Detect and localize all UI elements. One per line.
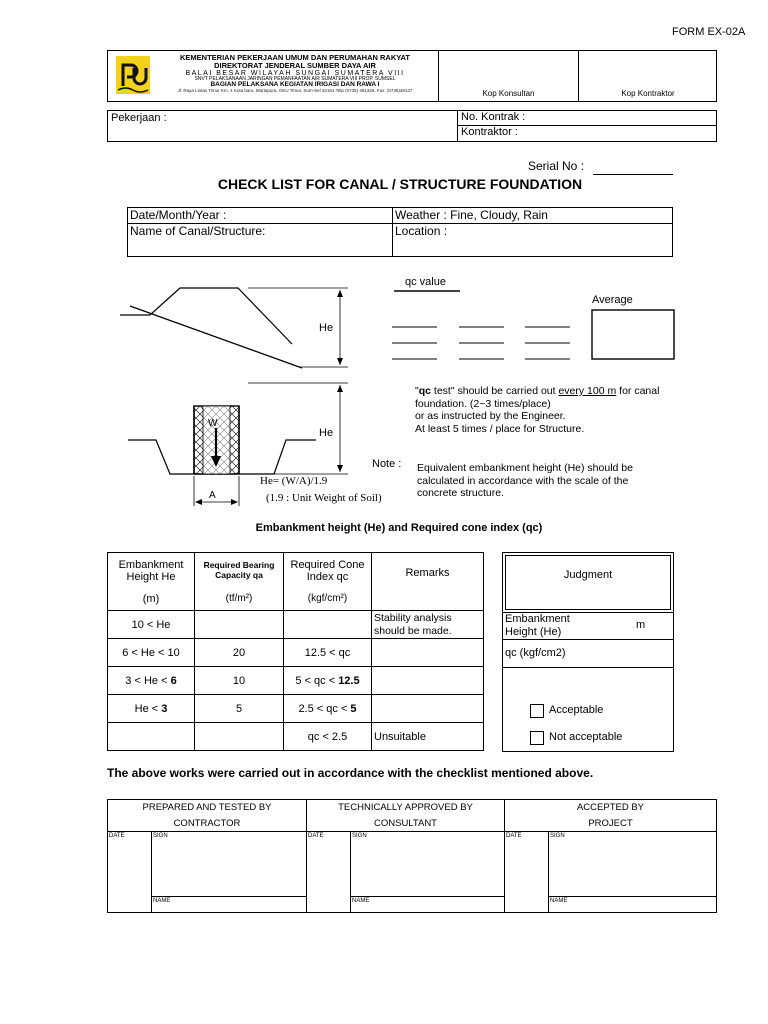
header-cone-index: Required Cone Index qc (kgf/cm²): [284, 553, 372, 611]
form-number: FORM EX-02A: [672, 26, 746, 38]
bagian-name: BAGIAN PELAKSANA KEGIATAN IRIGASI DAN RAWA I: [210, 81, 380, 89]
signature-table: [107, 799, 717, 913]
name-field[interactable]: NAME: [152, 896, 306, 912]
kop-konsultan-label: Kop Konsultan: [482, 89, 535, 98]
acceptable-label: Acceptable: [549, 704, 604, 716]
cone-index-table: [107, 552, 484, 751]
ministry-block: [108, 51, 438, 101]
project-signature-column: ACCEPTED BY PROJECT DATE SIGN NAME: [504, 800, 716, 912]
kop-konsultan-cell: [438, 51, 578, 101]
qc-bold: qc: [418, 385, 431, 397]
date-field[interactable]: Date/Month/Year :: [128, 208, 393, 224]
name-field[interactable]: NAME: [351, 896, 505, 912]
judgment-panel: [502, 552, 674, 752]
serial-input-line[interactable]: [593, 174, 673, 175]
date-field[interactable]: DATE: [308, 833, 324, 839]
qc-value-label: qc value: [405, 276, 446, 288]
not-acceptable-label: Not acceptable: [549, 731, 623, 743]
balai-name: BALAI BESAR WILAYAH SUNGAI SUMATERA VIII: [185, 69, 405, 77]
judgment-title: Judgment: [505, 555, 671, 610]
table-row: qc < 2.5 Unsuitable: [108, 723, 484, 751]
directorate-name: DIREKTORAT JENDERAL SUMBER DAYA AIR: [214, 60, 376, 70]
sign-field[interactable]: SIGN NAME: [350, 832, 505, 912]
he-label-bottom: He: [319, 427, 334, 439]
date-field[interactable]: DATE: [109, 833, 125, 839]
location-field[interactable]: Location :: [395, 224, 448, 238]
judgment-qc-row[interactable]: qc (kgf/cm2): [503, 640, 673, 668]
table-title: Embankment height (He) and Required cone index (qc): [255, 522, 543, 534]
ministry-name: KEMENTERIAN PEKERJAAN UMUM DAN PERUMAHAN RAKYAT: [179, 53, 410, 62]
he-label-top: He: [319, 322, 334, 334]
judgment-height-row[interactable]: Embankment Height (He) m: [503, 612, 673, 640]
note-label: Note :: [372, 458, 402, 470]
letterhead: [107, 50, 717, 102]
consultant-signature-column: TECHNICALLY APPROVED BY CONSULTANT DATE SIGN NAME: [306, 800, 504, 912]
he-formula: He= (W/A)/1.9: [260, 475, 328, 487]
kop-kontraktor-cell: [578, 51, 717, 101]
a-label: A: [209, 490, 216, 501]
statement: The above works were carried out in accordance with the checklist mentioned above.: [107, 766, 594, 780]
table-header-row: [108, 553, 484, 611]
project-info-table: [107, 110, 717, 142]
weather-field[interactable]: Weather : Fine, Cloudy, Rain: [393, 208, 672, 224]
pu-logo-icon: [116, 56, 150, 94]
note-text: Equivalent embankment height (He) should be calculated in accordance with the scale of the concrete structure.: [417, 462, 633, 500]
embankment-slope-figure: [120, 288, 348, 368]
pekerjaan-field[interactable]: Pekerjaan :: [108, 111, 458, 141]
sign-field[interactable]: SIGN NAME: [151, 832, 306, 912]
table-row: 6 < He < 10 20 12.5 < qc: [108, 639, 484, 667]
header-bearing-capacity: Required Bearing Capacity qa (tf/m²): [195, 553, 284, 611]
snvt-name: SNVT PELAKSANAAN JARINGAN PEMANFAATAN AIR SUMATERA VIII PROP. SUMSEL: [194, 76, 396, 83]
kontraktor-field[interactable]: Kontraktor :: [461, 126, 518, 138]
canal-name-field[interactable]: Name of Canal/Structure:: [128, 224, 393, 256]
qc-value-entry-lines[interactable]: [392, 327, 570, 359]
kop-kontraktor-label: Kop Kontraktor: [621, 89, 675, 98]
address: Jl. Raya Lintas Timur Km. 4 Kota baru, Martapura, OKU Timur, Sum-Sel 32181 Telp (0735) 481326, Fax. (0735)48137: [177, 88, 413, 94]
serial-label: Serial No :: [528, 159, 585, 173]
average-label: Average: [592, 294, 633, 306]
no-kontrak-field[interactable]: No. Kontrak :: [458, 111, 716, 126]
page-title: CHECK LIST FOR CANAL / STRUCTURE FOUNDATION: [217, 176, 583, 192]
qc-test-instructions: "qc test" should be carried out every 100 m for canal foundation. (2~3 times/place) or as instructed by the Engineer. At least 5 times / place for Structure.: [415, 385, 660, 435]
table-row: 3 < He < 6 10 5 < qc < 12.5: [108, 667, 484, 695]
header-embankment-height: Embankment Height He (m): [108, 553, 195, 611]
he-formula-note: (1.9 : Unit Weight of Soil): [266, 492, 382, 504]
interval-text: every 100 m: [558, 385, 617, 397]
table-row: He < 3 5 2.5 < qc < 5: [108, 695, 484, 723]
table-row: 10 < He Stability analysis should be made.: [108, 611, 484, 639]
name-field[interactable]: NAME: [549, 896, 717, 912]
acceptable-checkbox[interactable]: [530, 704, 544, 718]
header-remarks: Remarks: [372, 553, 484, 611]
average-box[interactable]: [592, 310, 674, 359]
structure-figure: [128, 383, 348, 506]
inspection-info-table: [127, 207, 673, 257]
not-acceptable-checkbox[interactable]: [530, 731, 544, 745]
date-field[interactable]: DATE: [506, 833, 522, 839]
contractor-signature-column: PREPARED AND TESTED BY CONTRACTOR DATE SIGN NAME: [108, 800, 306, 912]
w-label: W: [208, 418, 218, 429]
sign-field[interactable]: SIGN NAME: [548, 832, 717, 912]
